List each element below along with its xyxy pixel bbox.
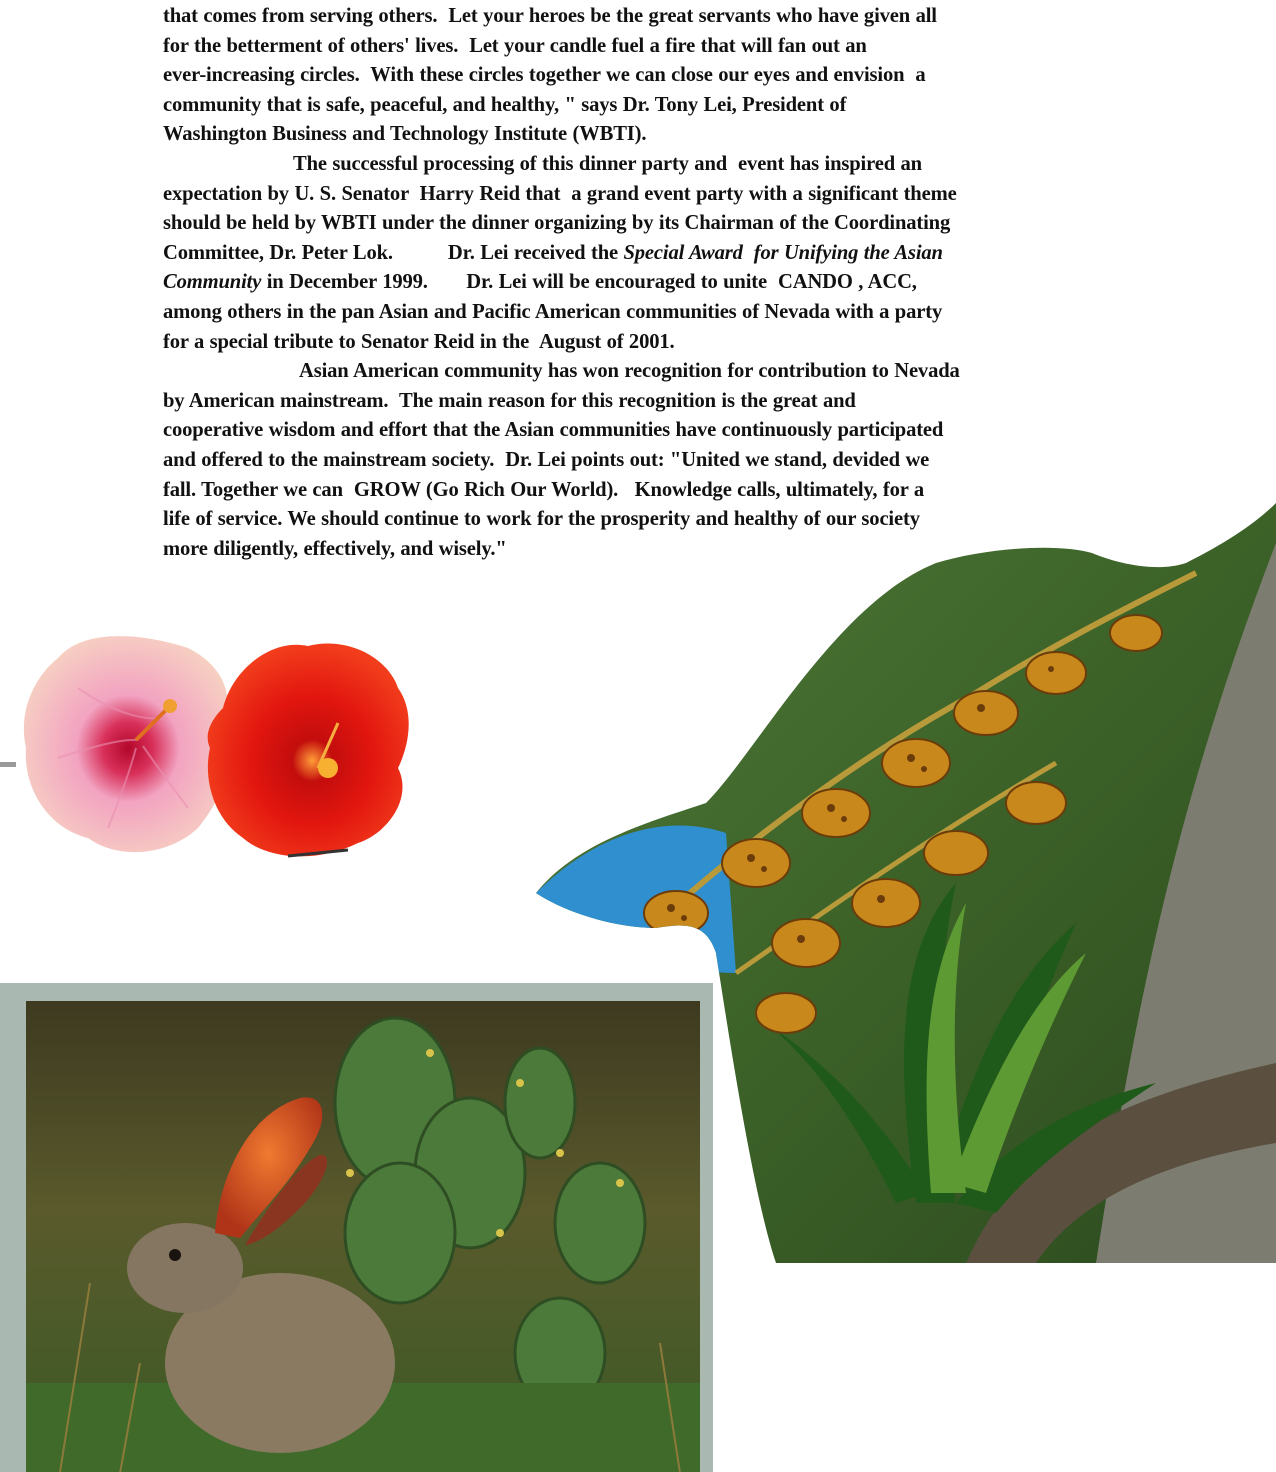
hibiscus-flowers — [18, 628, 418, 868]
text-line — [163, 268, 1163, 298]
text-line: that comes from serving others. Let your heroes be the great servants who have given all — [163, 5, 937, 27]
text-line: fall. Together we can GROW (Go Rich Our World). Knowledge calls, ultimately, for a — [163, 478, 925, 501]
text-line: Washington Business and Technology Institute (WBTI). — [163, 123, 647, 146]
text-line: expectation by U. S. Senator Harry Reid that a grand event party with a significant theme — [163, 182, 957, 205]
text-line — [163, 239, 1163, 269]
text-line: for the betterment of others' lives. Let your candle fuel a fire that will fan out an — [163, 34, 867, 57]
text-line: ever-increasing circles. With these circles together we can close our eyes and envision a — [163, 64, 926, 87]
article-text — [163, 2, 1163, 564]
text-line: The successful processing of this dinner party and event has inspired an — [293, 152, 922, 175]
text-segment: Committee, Dr. Peter Lok. Dr. Lei received the — [163, 241, 624, 264]
award-title: Community — [163, 271, 262, 294]
edge-mark — [0, 762, 16, 767]
text-line: among others in the pan Asian and Pacific American communities of Nevada with a party — [163, 300, 943, 323]
jackrabbit-with-cactus — [0, 983, 713, 1472]
award-title: Special Award for Unifying the Asian — [623, 241, 943, 264]
text-line: by American mainstream. The main reason for this recognition is the great and — [163, 389, 856, 412]
rabbit-photo — [0, 983, 713, 1472]
text-line: cooperative wisdom and effort that the Asian communities have continuously participated — [163, 419, 944, 442]
text-line: Asian American community has won recognition for contribution to Nevada — [299, 360, 960, 383]
text-line: more diligently, effectively, and wisely." — [163, 537, 507, 560]
text-line: life of service. We should continue to work for the prosperity and healthy of our society — [163, 508, 920, 531]
text-line: for a special tribute to Senator Reid in the August of 2001. — [163, 330, 675, 353]
text-segment: in December 1999. Dr. Lei will be encouraged to unite CANDO , ACC, — [261, 271, 917, 294]
text-line: and offered to the mainstream society. Dr. Lei points out: "United we stand, devided we — [163, 448, 930, 471]
text-line: should be held by WBTI under the dinner organizing by its Chairman of the Coordinating — [163, 212, 951, 235]
text-line: community that is safe, peaceful, and healthy, " says Dr. Tony Lei, President of — [163, 93, 847, 116]
hibiscus-image — [18, 628, 418, 868]
